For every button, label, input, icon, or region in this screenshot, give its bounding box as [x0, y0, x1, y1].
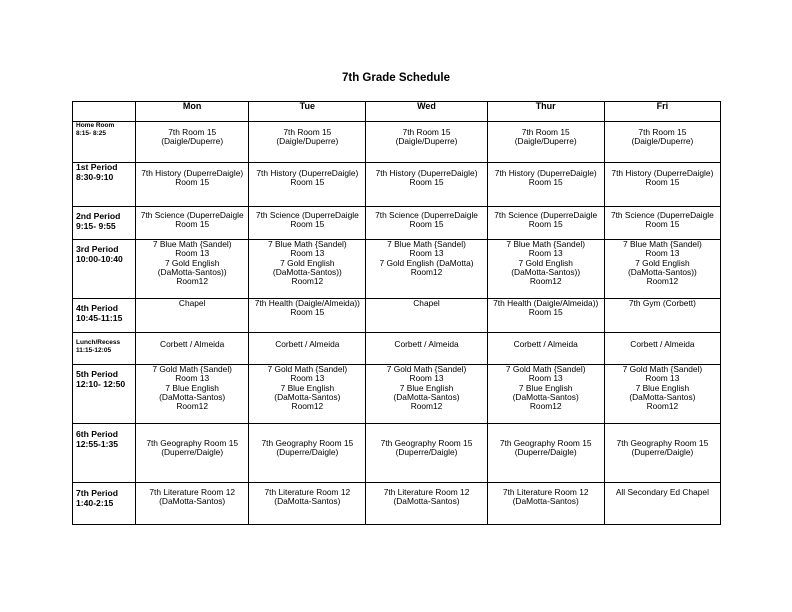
schedule-cell: 7 Blue Math {Sandel) Room 13 7 Gold English (DaMotta-Santos)) Room12 [136, 240, 249, 299]
table-row [73, 207, 721, 240]
table-row [73, 122, 721, 163]
day-header-thur: Thur [487, 102, 604, 122]
row-label: Home Room 8:15- 8:25 [73, 122, 136, 163]
row-label: 2nd Period 9:15- 9:55 [73, 207, 136, 240]
schedule-cell: 7th Room 15 (Daigle/Duperre) [366, 122, 487, 163]
table-row [73, 424, 721, 483]
schedule-cell: 7 Gold Math {Sandel) Room 13 7 Blue English (DaMotta-Santos) Room12 [136, 365, 249, 424]
header-row [73, 102, 721, 122]
day-header-fri: Fri [604, 102, 720, 122]
schedule-cell: 7th History (DuperreDaigle) Room 15 [136, 163, 249, 207]
schedule-cell: 7th Geography Room 15 (Duperre/Daigle) [249, 424, 366, 483]
schedule-cell: 7 Gold Math {Sandel) Room 13 7 Blue English (DaMotta-Santos) Room12 [487, 365, 604, 424]
schedule-cell: 7th History (DuperreDaigle) Room 15 [249, 163, 366, 207]
schedule-cell: Corbett / Almeida [249, 333, 366, 365]
schedule-cell: 7th Room 15 (Daigle/Duperre) [487, 122, 604, 163]
schedule-cell: All Secondary Ed Chapel [604, 483, 720, 525]
schedule-cell: 7th Gym (Corbett) [604, 299, 720, 333]
schedule-cell: 7th History (DuperreDaigle) Room 15 [604, 163, 720, 207]
row-label: 3rd Period 10:00-10:40 [73, 240, 136, 299]
table-row [73, 483, 721, 525]
schedule-cell: 7 Blue Math {Sandel) Room 13 7 Gold English (DaMotta-Santos)) Room12 [487, 240, 604, 299]
schedule-cell: 7th History (DuperreDaigle) Room 15 [487, 163, 604, 207]
schedule-table [72, 101, 721, 525]
table-row [73, 299, 721, 333]
schedule-cell: Chapel [366, 299, 487, 333]
day-header-wed: Wed [366, 102, 487, 122]
schedule-cell: Corbett / Almeida [604, 333, 720, 365]
schedule-cell: 7th Literature Room 12 (DaMotta-Santos) [249, 483, 366, 525]
schedule-cell: 7th History (DuperreDaigle) Room 15 [366, 163, 487, 207]
corner-cell [73, 102, 136, 122]
schedule-cell: 7 Gold Math {Sandel) Room 13 7 Blue English (DaMotta-Santos) Room12 [604, 365, 720, 424]
schedule-cell: 7th Literature Room 12 (DaMotta-Santos) [366, 483, 487, 525]
table-row [73, 240, 721, 299]
schedule-cell: 7th Science (DuperreDaigle Room 15 [487, 207, 604, 240]
row-label: Lunch/Recess 11:15-12:05 [73, 333, 136, 365]
schedule-cell: 7 Gold Math {Sandel) Room 13 7 Blue English (DaMotta-Santos) Room12 [366, 365, 487, 424]
schedule-cell: Corbett / Almeida [136, 333, 249, 365]
schedule-cell: 7th Science (DuperreDaigle Room 15 [604, 207, 720, 240]
schedule-cell: 7th Room 15 (Daigle/Duperre) [604, 122, 720, 163]
schedule-cell: 7th Literature Room 12 (DaMotta-Santos) [136, 483, 249, 525]
table-row [73, 163, 721, 207]
schedule-cell: 7th Health (Daigle/Almeida)) Room 15 [487, 299, 604, 333]
day-header-mon: Mon [136, 102, 249, 122]
schedule-cell: 7th Geography Room 15 (Duperre/Daigle) [136, 424, 249, 483]
schedule-cell: Chapel [136, 299, 249, 333]
table-row [73, 333, 721, 365]
schedule-cell: 7th Science (DuperreDaigle Room 15 [366, 207, 487, 240]
schedule-cell: 7 Blue Math {Sandel) Room 13 7 Gold English (DaMotta-Santos)) Room12 [604, 240, 720, 299]
schedule-cell: 7 Blue Math {Sandel) Room 13 7 Gold English (DaMotta) Room12 [366, 240, 487, 299]
schedule-cell: 7th Literature Room 12 (DaMotta-Santos) [487, 483, 604, 525]
page-title: 7th Grade Schedule [341, 72, 450, 84]
schedule-cell: 7th Science (DuperreDaigle Room 15 [249, 207, 366, 240]
schedule-cell: 7th Room 15 (Daigle/Duperre) [249, 122, 366, 163]
row-label: 5th Period 12:10- 12:50 [73, 365, 136, 424]
table-row [73, 365, 721, 424]
row-label: 6th Period 12:55-1:35 [73, 424, 136, 483]
day-header-tue: Tue [249, 102, 366, 122]
schedule-cell: Corbett / Almeida [487, 333, 604, 365]
row-label: 7th Period 1:40-2:15 [73, 483, 136, 525]
schedule-cell: 7th Room 15 (Daigle/Duperre) [136, 122, 249, 163]
schedule-cell: 7th Health (Daigle/Almeida)) Room 15 [249, 299, 366, 333]
schedule-cell: 7th Geography Room 15 (Duperre/Daigle) [366, 424, 487, 483]
schedule-cell: 7 Blue Math {Sandel) Room 13 7 Gold English (DaMotta-Santos)) Room12 [249, 240, 366, 299]
schedule-cell: 7th Geography Room 15 (Duperre/Daigle) [604, 424, 720, 483]
schedule-cell: Corbett / Almeida [366, 333, 487, 365]
schedule-cell: 7 Gold Math {Sandel) Room 13 7 Blue English (DaMotta-Santos) Room12 [249, 365, 366, 424]
row-label: 4th Period 10:45-11:15 [73, 299, 136, 333]
schedule-cell: 7th Science (DuperreDaigle Room 15 [136, 207, 249, 240]
row-label: 1st Period 8:30-9:10 [73, 163, 136, 207]
schedule-cell: 7th Geography Room 15 (Duperre/Daigle) [487, 424, 604, 483]
